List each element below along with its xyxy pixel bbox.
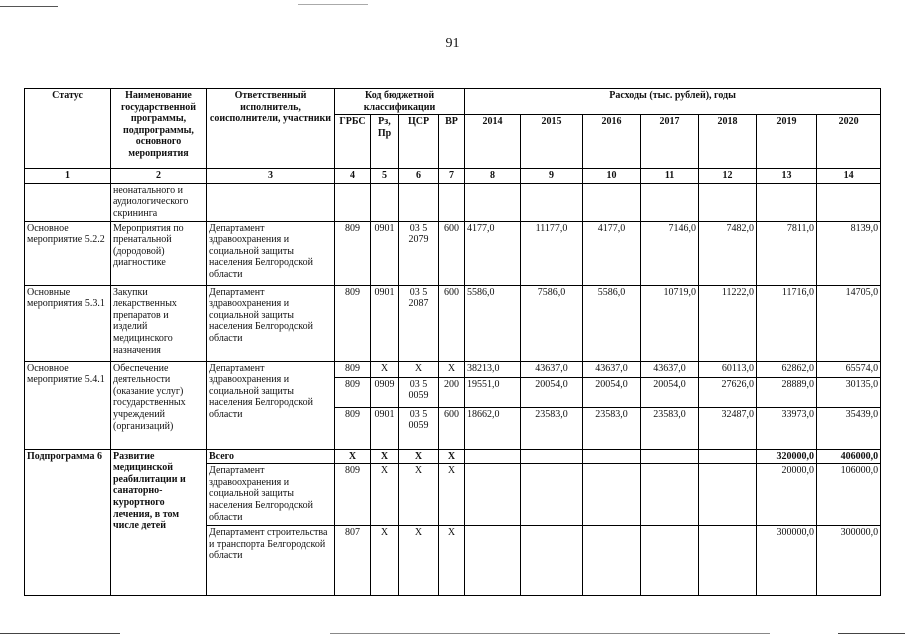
value-cell: 60113,0 xyxy=(699,361,757,377)
rzpr-cell: 0901 xyxy=(371,407,399,449)
value-cell: 7586,0 xyxy=(521,285,583,361)
value-cell: 300000,0 xyxy=(757,526,817,596)
column-number: 13 xyxy=(757,169,817,184)
value-cell: 23583,0 xyxy=(583,407,641,449)
value-cell: 5586,0 xyxy=(583,285,641,361)
column-number: 12 xyxy=(699,169,757,184)
top-left-rule xyxy=(0,6,58,7)
header-year: 2015 xyxy=(521,115,583,169)
header-year: 2014 xyxy=(465,115,521,169)
table-row xyxy=(25,285,881,361)
grbs-cell: 807 xyxy=(335,526,371,596)
vr-cell: 200 xyxy=(439,377,465,407)
header-year: 2016 xyxy=(583,115,641,169)
table-row xyxy=(25,449,881,464)
name-cell: Обеспечение деятельности (оказание услуг) государственных учреждений (организаций) xyxy=(111,361,207,449)
rzpr-cell: X xyxy=(371,464,399,526)
header-status: Статус xyxy=(25,89,111,169)
name-cell: Мероприятия по пренатальной (дородовой) диагностике xyxy=(111,221,207,285)
rzpr-cell: 0901 xyxy=(371,285,399,361)
header-year: 2020 xyxy=(817,115,881,169)
csr-cell: X xyxy=(399,361,439,377)
rzpr-cell: X xyxy=(371,361,399,377)
column-number: 8 xyxy=(465,169,521,184)
value-cell: 5586,0 xyxy=(465,285,521,361)
csr-cell: 03 5 2079 xyxy=(399,221,439,285)
csr-cell: X xyxy=(399,464,439,526)
executor-cell: Департамент здравоохранения и социальной защиты населения Белгородской области xyxy=(207,221,335,285)
executor-cell: Департамент здравоохранения и социальной защиты населения Белгородской области xyxy=(207,285,335,361)
table-row xyxy=(25,221,881,285)
vr-cell: X xyxy=(439,361,465,377)
value-cell: 20054,0 xyxy=(583,377,641,407)
value-cell: 20054,0 xyxy=(521,377,583,407)
value-cell: 43637,0 xyxy=(521,361,583,377)
header-row-1 xyxy=(25,89,881,115)
value-cell: 38213,0 xyxy=(465,361,521,377)
value-cell: 14705,0 xyxy=(817,285,881,361)
column-number: 4 xyxy=(335,169,371,184)
value-cell: 23583,0 xyxy=(641,407,699,449)
vr-cell: 600 xyxy=(439,221,465,285)
header-year: 2019 xyxy=(757,115,817,169)
column-number: 6 xyxy=(399,169,439,184)
column-number: 2 xyxy=(111,169,207,184)
bottom-scan-line xyxy=(330,633,770,634)
value-cell: 18662,0 xyxy=(465,407,521,449)
header-name: Наименование государственной программы, подпрограммы, основного мероприятия xyxy=(111,89,207,169)
top-center-rule xyxy=(298,4,368,5)
header-grbs: ГРБС xyxy=(335,115,371,169)
header-year: 2018 xyxy=(699,115,757,169)
value-cell: 7482,0 xyxy=(699,221,757,285)
executor-cell: Департамент здравоохранения и социальной защиты населения Белгородской области xyxy=(207,361,335,449)
header-executor: Ответственный исполнитель, соисполнители, участники xyxy=(207,89,335,169)
bottom-left-rule xyxy=(0,633,120,634)
vr-cell: X xyxy=(439,449,465,464)
value-cell: 7811,0 xyxy=(757,221,817,285)
rzpr-cell: 0909 xyxy=(371,377,399,407)
value-cell: 320000,0 xyxy=(757,449,817,464)
column-number: 9 xyxy=(521,169,583,184)
header-budget-code: Код бюджетной классификации xyxy=(335,89,465,115)
column-number: 1 xyxy=(25,169,111,184)
grbs-cell: 809 xyxy=(335,221,371,285)
rzpr-cell: 0901 xyxy=(371,221,399,285)
status-cell: Подпрограмма 6 xyxy=(25,449,111,596)
name-cell: Развитие медицинской реабилитации и санаторно-курортного лечения, в том числе детей xyxy=(111,449,207,596)
executor-cell: Всего xyxy=(207,449,335,464)
value-cell: 27626,0 xyxy=(699,377,757,407)
value-cell: 32487,0 xyxy=(699,407,757,449)
value-cell: 8139,0 xyxy=(817,221,881,285)
value-cell: 11177,0 xyxy=(521,221,583,285)
value-cell: 406000,0 xyxy=(817,449,881,464)
executor-cell: Департамент строительства и транспорта Белгородской области xyxy=(207,526,335,596)
grbs-cell: X xyxy=(335,449,371,464)
column-number-row xyxy=(25,169,881,184)
status-cell: Основное мероприятие 5.4.1 xyxy=(25,361,111,449)
value-cell: 33973,0 xyxy=(757,407,817,449)
value-cell: 43637,0 xyxy=(641,361,699,377)
value-cell: 23583,0 xyxy=(521,407,583,449)
page-number: 91 xyxy=(445,36,460,51)
value-cell: 7146,0 xyxy=(641,221,699,285)
value-cell: 10719,0 xyxy=(641,285,699,361)
csr-cell: X xyxy=(399,449,439,464)
value-cell: 62862,0 xyxy=(757,361,817,377)
value-cell: 4177,0 xyxy=(583,221,641,285)
grbs-cell: 809 xyxy=(335,407,371,449)
value-cell: 4177,0 xyxy=(465,221,521,285)
grbs-cell: 809 xyxy=(335,464,371,526)
value-cell: 20000,0 xyxy=(757,464,817,526)
grbs-cell: 809 xyxy=(335,377,371,407)
header-year: 2017 xyxy=(641,115,699,169)
value-cell: 20054,0 xyxy=(641,377,699,407)
rzpr-cell: X xyxy=(371,526,399,596)
column-number: 7 xyxy=(439,169,465,184)
table-row xyxy=(25,361,881,377)
executor-cell: Департамент здравоохранения и социальной защиты населения Белгородской области xyxy=(207,464,335,526)
vr-cell: X xyxy=(439,464,465,526)
csr-cell: 03 5 2087 xyxy=(399,285,439,361)
value-cell: 19551,0 xyxy=(465,377,521,407)
value-cell: 65574,0 xyxy=(817,361,881,377)
value-cell: 35439,0 xyxy=(817,407,881,449)
value-cell: 30135,0 xyxy=(817,377,881,407)
budget-table xyxy=(24,88,881,596)
column-number: 10 xyxy=(583,169,641,184)
value-cell: 300000,0 xyxy=(817,526,881,596)
header-csr: ЦСР xyxy=(399,115,439,169)
name-cell: Закупки лекарственных препаратов и изделий медицинского назначения xyxy=(111,285,207,361)
rzpr-cell: X xyxy=(371,449,399,464)
column-number: 3 xyxy=(207,169,335,184)
column-number: 5 xyxy=(371,169,399,184)
header-vr: ВР xyxy=(439,115,465,169)
csr-cell: 03 5 0059 xyxy=(399,377,439,407)
value-cell: 11222,0 xyxy=(699,285,757,361)
column-number: 14 xyxy=(817,169,881,184)
header-expenses: Расходы (тыс. рублей), годы xyxy=(465,89,881,115)
table-row xyxy=(25,183,881,221)
vr-cell: X xyxy=(439,526,465,596)
value-cell: 28889,0 xyxy=(757,377,817,407)
status-cell: Основные мероприятия 5.3.1 xyxy=(25,285,111,361)
vr-cell: 600 xyxy=(439,407,465,449)
grbs-cell: 809 xyxy=(335,285,371,361)
continuation-name: неонатального и аудиологического скрининга xyxy=(111,183,207,221)
value-cell: 11716,0 xyxy=(757,285,817,361)
vr-cell: 600 xyxy=(439,285,465,361)
column-number: 11 xyxy=(641,169,699,184)
csr-cell: X xyxy=(399,526,439,596)
status-cell: Основное мероприятие 5.2.2 xyxy=(25,221,111,285)
header-rzpr: Рз, Пр xyxy=(371,115,399,169)
value-cell: 106000,0 xyxy=(817,464,881,526)
value-cell: 43637,0 xyxy=(583,361,641,377)
grbs-cell: 809 xyxy=(335,361,371,377)
bottom-right-rule xyxy=(838,633,905,634)
csr-cell: 03 5 0059 xyxy=(399,407,439,449)
